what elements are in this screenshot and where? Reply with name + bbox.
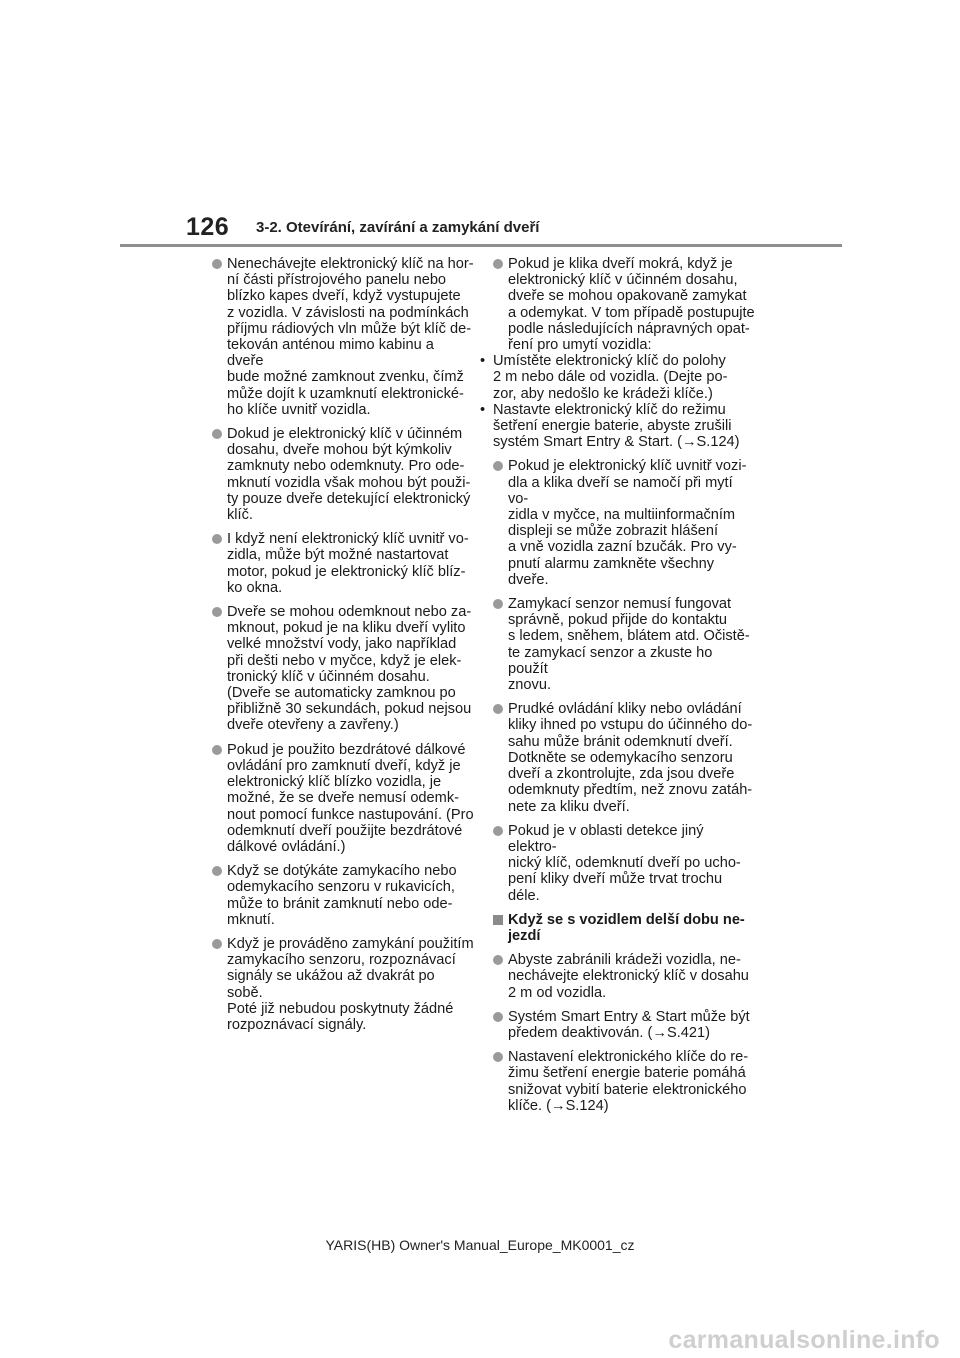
list-item-text: Když se dotýkáte zamykacího nebo odemykacího senzoru v rukavicích, může to bránit zamknutí nebo ode- mknutí. xyxy=(227,863,457,928)
list-item-text: Zamykací senzor nemusí fungovat správně, pokud přijde do kontaktu s ledem, sněhem, blátem atd. Očistě- te zamykací senzor a zkuste ho použít znovu. xyxy=(508,596,750,694)
bullet-dot-icon xyxy=(493,955,503,965)
bullet-dot-icon xyxy=(212,534,222,544)
bullet-dot-icon xyxy=(493,826,503,836)
list-item-text: Abyste zabránili krádeži vozidla, ne- nechávejte elektronický klíč v dosahu 2 m od vozidla. xyxy=(508,952,749,1001)
sub-bullet-marker: • xyxy=(480,353,486,370)
list-item-text: Pokud je elektronický klíč uvnitř vozi- dla a klika dveří se namočí při mytí vo- zidla v myčce, na multiinformačním displeji se může zobrazit hlášení a vně vozidla zazní bzučák. Pro vy- pnutí alarmu zamkněte všechny dveře. xyxy=(508,458,747,588)
sub-list-item xyxy=(478,353,755,402)
sub-list-item-text: Nastavte elektronický klíč do režimu šetření energie baterie, abyste zrušili systém Smart Entry & Start. (→S.124) xyxy=(493,401,740,451)
bullet-dot-icon xyxy=(212,745,222,755)
list-item-text: Prudké ovládání kliky nebo ovládání kliky ihned po vstupu do účinného do- sahu může bránit odemknutí dveří. Dotkněte se odemykacího senzoru dveří a zkontrolujte, zda jsou dveře odemknuty předtím, než znovu zatáh- nete za kliku dveří. xyxy=(508,701,753,815)
bullet-dot-icon xyxy=(212,866,222,876)
list-item-text: Pokud je klika dveří mokrá, když je elektronický klíč v účinném dosahu, dveře se mohou opakovaně zamykat a odemykat. V tom případě postupujte podle následujících nápravných opat- ření pro umytí vozidla: xyxy=(508,256,755,354)
list-item xyxy=(493,1009,755,1041)
list-item xyxy=(493,952,755,1001)
right-column xyxy=(480,256,755,1122)
header-rule xyxy=(120,244,842,247)
sub-list-item xyxy=(478,402,755,451)
list-item xyxy=(493,256,755,353)
page-number: 126 xyxy=(186,213,230,241)
list-item-text: Nastavení elektronického klíče do re- žimu šetření energie baterie pomáhá snižovat vybití baterie elektronického klíče. (→S.124) xyxy=(508,1049,749,1114)
list-item xyxy=(212,256,474,418)
list-item xyxy=(493,1049,755,1114)
bullet-dot-icon xyxy=(493,599,503,609)
sub-list-item-text: Umístěte elektronický klíč do polohy 2 m nebo dále od vozidla. (Dejte po- zor, aby nedošlo ke krádeži klíče.) xyxy=(493,353,728,402)
list-item-text: Pokud je v oblasti detekce jiný elektro- nický klíč, odemknutí dveří po ucho- pení kliky dveří může trvat trochu déle. xyxy=(508,822,741,904)
bullet-dot-icon xyxy=(212,429,222,439)
list-item-text: I když není elektronický klíč uvnitř vo- zidla, může být možné nastartovat motor, pokud je elektronický klíč blíz- ko okna. xyxy=(227,531,469,596)
list-item-text: Dveře se mohou odemknout nebo za- mknout, pokud je na kliku dveří vylito velké množství vody, jako například při dešti nebo v myčce, když je elek- tronický klíč v účinném dosahu. (Dveře se automaticky zamknou po přibližně 30 sekundách, pokud nejsou dveře otevřeny a zavřeny.) xyxy=(227,604,472,734)
list-item xyxy=(212,531,474,596)
bullet-dot-icon xyxy=(493,1012,503,1022)
list-item xyxy=(493,458,755,588)
list-item xyxy=(212,863,474,928)
list-item-text: Dokud je elektronický klíč v účinném dosahu, dveře mohou být kýmkoliv zamknuty nebo odemknuty. Pro ode- mknutí vozidla však mohou být použi- ty pouze dveře detekující elektronický klíč. xyxy=(227,426,471,524)
list-item xyxy=(212,742,474,855)
list-item xyxy=(212,604,474,734)
bullet-dot-icon xyxy=(212,939,222,949)
bullet-dot-icon xyxy=(493,461,503,471)
subheading-text: Když se s vozidlem delší dobu ne- jezdí xyxy=(508,911,745,944)
section-title: 3-2. Otevírání, zavírání a zamykání dveří xyxy=(256,219,540,236)
subheading xyxy=(493,912,755,944)
list-item-text: Nenechávejte elektronický klíč na hor- ní části přístrojového panelu nebo blízko kapes dveří, když vystupujete z vozidla. V závislosti na podmínkách příjmu rádiových vln může být klíč de- tekován anténou mimo kabinu a dveře bude možné zamknout zvenku, čímž může dojít k uzamknutí elektronické- ho klíče uvnitř vozidla. xyxy=(227,256,474,418)
list-item xyxy=(212,936,474,1033)
bullet-dot-icon xyxy=(212,607,222,617)
footer-text: YARIS(HB) Owner's Manual_Europe_MK0001_cz xyxy=(325,1237,635,1253)
watermark: carmanualsonline.info xyxy=(668,1326,940,1354)
bullet-dot-icon xyxy=(212,259,222,269)
list-item xyxy=(493,823,755,904)
list-item xyxy=(493,596,755,693)
list-item-text: Systém Smart Entry & Start může být předem deaktivován. (→S.421) xyxy=(508,1008,750,1041)
left-column xyxy=(212,256,474,1041)
square-bullet-icon xyxy=(493,915,503,925)
list-item-text: Pokud je použito bezdrátové dálkové ovládání pro zamknutí dveří, když je elektronický klíč blízko vozidla, je možné, že se dveře nemusí odemk- nout pomocí funkce nastupování. (Pro odemknutí dveří použijte bezdrátové dálkové ovládání.) xyxy=(227,741,474,855)
list-item xyxy=(212,426,474,523)
sub-bullet-marker: • xyxy=(480,401,486,418)
bullet-dot-icon xyxy=(493,704,503,714)
bullet-dot-icon xyxy=(493,1052,503,1062)
list-item xyxy=(493,701,755,814)
bullet-dot-icon xyxy=(493,259,503,269)
list-item-text: Když je prováděno zamykání použitím zamykacího senzoru, rozpoznávací signály se ukážou až dvakrát po sobě. Poté již nebudou poskytnuty žádné rozpoznávací signály. xyxy=(227,935,474,1033)
